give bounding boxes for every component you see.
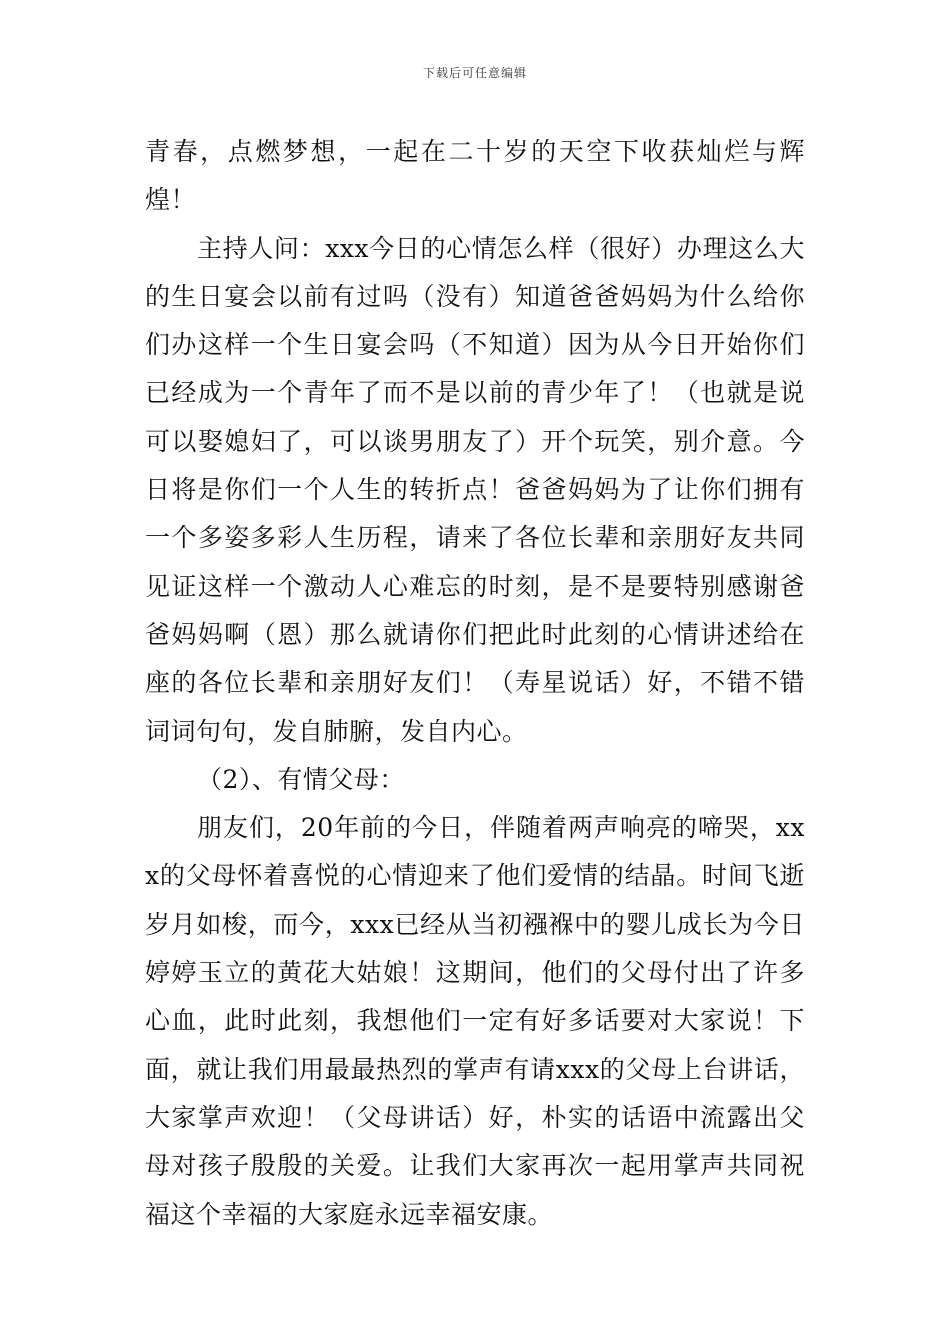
header-note: 下载后可任意编辑 xyxy=(422,66,527,80)
paragraph-intro-ending: 青春，点燃梦想，一起在二十岁的天空下收获灿烂与辉煌！ xyxy=(145,137,805,215)
section-heading-parents: （2）、有情父母： xyxy=(197,764,405,794)
document-body xyxy=(145,128,805,1239)
paragraph-host-question: 主持人问：xxx今日的心情怎么样（很好）办理这么大的生日宴会以前有过吗（没有）知道爸爸妈妈为什么给你们办这样一个生日宴会吗（不知道）因为从今日开始你们已经成为一个青年了而不是以前的青少年了！（也就是说可以娶媳妇了，可以谈男朋友了）开个玩笑，别介意。今日将是你们一个人生的转折点！爸爸妈妈为了让你们拥有一个多姿多彩人生历程，请来了各位长辈和亲朋好友共同见证这样一个激动人心难忘的时刻，是不是要特别感谢爸爸妈妈啊（恩）那么就请你们把此时此刻的心情讲述给在座的各位长辈和亲朋好友们！（寿星说话）好，不错不错词词句句，发自肺腑，发自内心。 xyxy=(145,233,805,746)
paragraph-parents: 朋友们，20年前的今日，伴随着两声响亮的啼哭，xxx的父母怀着喜悦的心情迎来了他们爱情的结晶。时间飞逝岁月如梭，而今，xxx已经从当初襁褓中的婴儿成长为今日婷婷玉立的黄花大姑娘！这期间，他们的父母付出了许多心血，此时此刻，我想他们一定有好多话要对大家说！下面，就让我们用最最热烈的掌声有请xxx的父母上台讲话，大家掌声欢迎！（父母讲话）好，朴实的话语中流露出父母对孩子殷殷的关爱。让我们大家再次一起用掌声共同祝福这个幸福的大家庭永远幸福安康。 xyxy=(145,813,805,1229)
